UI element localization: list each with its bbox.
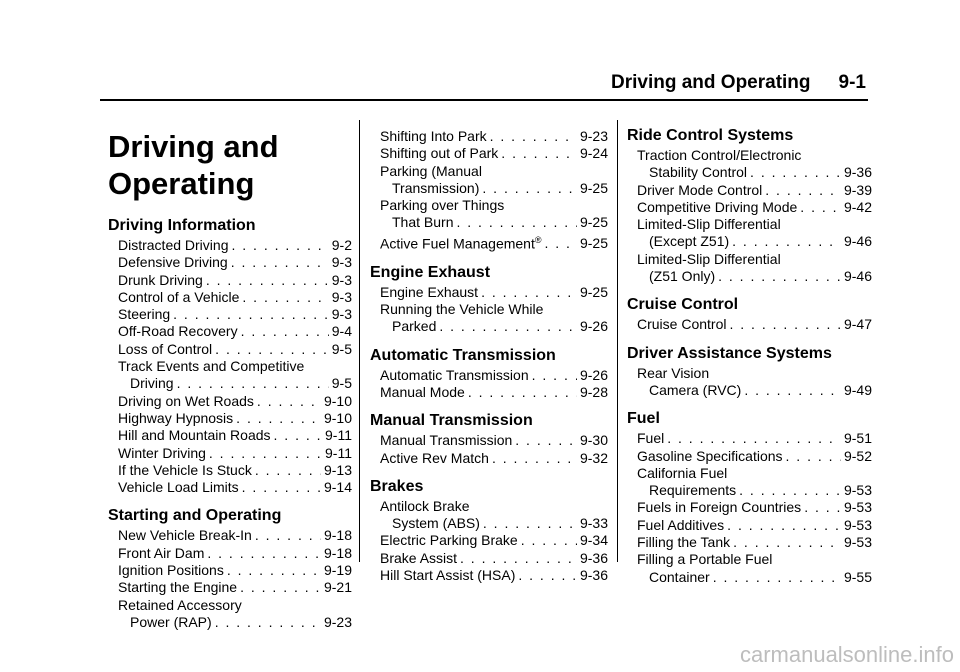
header-rule xyxy=(100,99,868,101)
toc-entry-text: Parking (Manual xyxy=(380,162,482,179)
toc-entry[interactable] xyxy=(380,432,608,449)
toc-entry[interactable] xyxy=(637,251,872,286)
toc-page-number: 9-32 xyxy=(579,449,608,466)
toc-entry-text: Control of a Vehicle xyxy=(118,288,240,305)
toc-page-number: 9-25 xyxy=(579,214,608,231)
toc-column-2 xyxy=(370,114,608,584)
toc-entry-text: Electric Parking Brake xyxy=(380,532,518,549)
toc-entry[interactable] xyxy=(380,567,608,584)
toc-entry[interactable] xyxy=(637,316,872,333)
toc-entry-text: Limited-Slip Differential xyxy=(637,216,781,233)
toc-entry-text: Shifting Into Park xyxy=(380,128,487,144)
toc-entry-text: Container xyxy=(649,568,710,585)
toc-entry-text: Retained Accessory xyxy=(118,596,242,613)
toc-entry[interactable] xyxy=(118,527,352,544)
toc-page-number: 9-46 xyxy=(843,268,872,285)
dot-leader xyxy=(236,410,321,427)
toc-page-number: 9-53 xyxy=(843,482,872,499)
toc-page-number: 9-5 xyxy=(331,340,352,357)
section-title: Engine Exhaust xyxy=(370,263,491,281)
toc-entry-text: That Burn xyxy=(392,214,454,231)
toc-page-number: 9-39 xyxy=(843,181,872,198)
toc-entry[interactable] xyxy=(637,199,872,216)
toc-page-number: 9-5 xyxy=(331,375,352,392)
toc-entry-text: Automatic Transmission xyxy=(380,366,529,383)
section-title: Brakes xyxy=(370,477,424,495)
toc-entry[interactable] xyxy=(118,272,352,289)
toc-entry-text: Parked xyxy=(392,318,437,335)
toc-entry-text: Defensive Driving xyxy=(118,254,228,271)
toc-entry-text: Brake Assist xyxy=(380,549,458,566)
dot-leader xyxy=(255,527,321,544)
toc-entry-list xyxy=(627,316,872,333)
chapter-title-line: Operating xyxy=(108,166,255,201)
toc-entry-text: Loss of Control xyxy=(118,340,213,357)
toc-entry[interactable] xyxy=(637,448,872,465)
section-title: Fuel xyxy=(627,410,660,428)
toc-page-number: 9-52 xyxy=(843,447,872,464)
toc-entry[interactable] xyxy=(637,499,872,516)
toc-entry[interactable] xyxy=(380,284,608,301)
toc-page-number: 9-3 xyxy=(331,306,352,323)
dot-leader xyxy=(732,233,841,250)
dot-leader xyxy=(231,254,329,271)
column-divider xyxy=(617,120,618,562)
toc-entry-text: Rear Vision xyxy=(637,364,710,381)
dot-leader xyxy=(733,534,841,551)
dot-leader xyxy=(729,316,840,333)
toc-entry-list xyxy=(370,284,608,336)
toc-page-number: 9-11 xyxy=(325,444,352,461)
dot-leader xyxy=(209,445,322,462)
dot-leader xyxy=(460,550,577,567)
toc-page-number: 9-53 xyxy=(843,499,872,516)
dot-leader xyxy=(481,284,577,301)
toc-entry-text: Highway Hypnosis xyxy=(118,409,234,426)
toc-sections xyxy=(108,216,352,631)
toc-entry-list xyxy=(370,367,608,402)
toc-column-1 xyxy=(108,114,352,631)
toc-page-number: 9-47 xyxy=(843,316,872,333)
toc-sections xyxy=(627,126,872,586)
toc-entry-text: If the Vehicle Is Stuck xyxy=(118,461,252,478)
toc-entry[interactable] xyxy=(380,163,608,198)
section-title: Starting and Operating xyxy=(108,507,282,525)
toc-page-number: 9-34 xyxy=(579,532,608,549)
toc-entry[interactable] xyxy=(118,341,352,358)
toc-entry-text: Track Events and Competitive xyxy=(118,358,305,375)
toc-page-number: 9-33 xyxy=(579,515,608,532)
toc-entry[interactable] xyxy=(637,147,872,182)
toc-entry[interactable] xyxy=(380,197,608,232)
toc-entry[interactable] xyxy=(118,254,352,271)
toc-entry[interactable] xyxy=(637,551,872,586)
dot-leader xyxy=(242,289,328,306)
dot-leader xyxy=(482,180,577,197)
toc-entry-text: Driver Mode Control xyxy=(637,181,763,198)
toc-page-number: 9-4 xyxy=(331,323,352,340)
dot-leader xyxy=(492,450,577,467)
toc-entry-text: Front Air Dam xyxy=(118,544,205,561)
toc-entry[interactable] xyxy=(637,517,872,534)
dot-leader xyxy=(173,306,329,323)
toc-entry-list xyxy=(370,498,608,584)
toc-entry-text: Hill Start Assist (HSA) xyxy=(380,567,516,583)
section-title: Driving Information xyxy=(108,217,256,234)
dot-leader xyxy=(501,145,577,162)
toc-page-number: 9-2 xyxy=(331,237,352,253)
toc-entry[interactable] xyxy=(118,289,352,306)
toc-page-number: 9-25 xyxy=(579,235,608,252)
dot-leader xyxy=(483,515,577,532)
toc-entry[interactable] xyxy=(118,479,352,496)
dot-leader xyxy=(718,268,841,285)
header-page-number: 9-1 xyxy=(838,72,866,93)
toc-sections xyxy=(370,114,608,584)
toc-entry-text: Off-Road Recovery xyxy=(118,323,238,340)
toc-entry-list xyxy=(370,128,608,253)
dot-leader xyxy=(518,567,577,584)
toc-entry[interactable] xyxy=(380,145,608,162)
toc-page-number: 9-46 xyxy=(843,233,872,250)
toc-entry-list xyxy=(370,432,608,467)
chapter-title-line: Driving and xyxy=(108,129,279,164)
toc-page-number: 9-23 xyxy=(579,128,608,144)
dot-leader xyxy=(257,393,321,410)
toc-entry-text: Fuel xyxy=(637,430,665,447)
toc-entry[interactable] xyxy=(118,427,352,444)
toc-entry[interactable] xyxy=(380,128,608,145)
toc-entry[interactable] xyxy=(637,430,872,447)
toc-entry-list xyxy=(627,365,872,400)
toc-entry-text: Gasoline Specifications xyxy=(637,447,783,464)
toc-entry-text: Power (RAP) xyxy=(130,613,212,630)
section-title: Cruise Control xyxy=(627,296,739,314)
toc-entry-text: Ignition Positions xyxy=(118,562,224,579)
toc-entry[interactable] xyxy=(637,182,872,199)
dot-leader xyxy=(545,235,577,252)
dot-leader xyxy=(800,199,841,216)
dot-leader xyxy=(521,532,577,549)
toc-entry-text: (Z51 Only) xyxy=(649,268,716,285)
toc-entry[interactable] xyxy=(118,323,352,340)
toc-entry-text: Camera (RVC) xyxy=(649,381,742,398)
chapter-title xyxy=(108,128,352,202)
toc-page-number: 9-53 xyxy=(843,516,872,533)
toc-entry-text: Stability Control xyxy=(649,164,748,181)
toc-entry[interactable] xyxy=(637,465,872,500)
page-header xyxy=(0,72,866,94)
toc-entry[interactable] xyxy=(380,532,608,549)
toc-entry[interactable] xyxy=(380,301,608,336)
toc-page-number: 9-36 xyxy=(579,549,608,566)
toc-entry-text: Limited-Slip Differential xyxy=(637,250,781,267)
toc-entry-list xyxy=(627,430,872,586)
toc-page-number: 9-26 xyxy=(579,366,608,383)
dot-leader xyxy=(468,384,577,401)
toc-entry-text: Winter Driving xyxy=(118,444,206,461)
toc-entry[interactable] xyxy=(118,545,352,562)
toc-page-number: 9-26 xyxy=(579,318,608,335)
toc-entry-list xyxy=(627,147,872,285)
toc-entry[interactable] xyxy=(380,384,608,401)
dot-leader xyxy=(439,318,577,335)
toc-page-number: 9-3 xyxy=(331,271,352,288)
section-title: Ride Control Systems xyxy=(627,127,794,144)
toc-page-number: 9-53 xyxy=(843,534,872,551)
toc-entry[interactable] xyxy=(118,306,352,323)
dot-leader xyxy=(515,432,577,449)
toc-entry[interactable] xyxy=(118,393,352,410)
toc-page-number: 9-14 xyxy=(323,479,352,496)
toc-page-number: 9-23 xyxy=(323,613,352,630)
toc-page-number: 9-13 xyxy=(323,461,352,478)
toc-page-number: 9-11 xyxy=(325,427,352,444)
toc-entry[interactable] xyxy=(118,597,352,632)
toc-page-number: 9-42 xyxy=(843,198,872,215)
toc-entry-text: Competitive Driving Mode xyxy=(637,198,798,215)
toc-entry-text: System (ABS) xyxy=(392,515,480,532)
toc-page-number: 9-19 xyxy=(323,562,352,579)
dot-leader xyxy=(765,182,841,199)
toc-page-number: 9-28 xyxy=(579,383,608,400)
toc-entry-text: Hill and Mountain Roads xyxy=(118,427,271,444)
toc-entry-text: Driving xyxy=(130,375,174,392)
dot-leader xyxy=(713,569,841,586)
toc-entry-text: Filling a Portable Fuel xyxy=(637,551,773,568)
toc-entry[interactable] xyxy=(118,579,352,596)
toc-entry[interactable] xyxy=(637,534,872,551)
toc-entry-text: Vehicle Load Limits xyxy=(118,479,239,496)
toc-entry[interactable] xyxy=(118,462,352,479)
dot-leader xyxy=(242,479,321,496)
section-title: Automatic Transmission xyxy=(370,346,556,364)
toc-entry-text: California Fuel xyxy=(637,464,728,481)
toc-entry-text: Manual Mode xyxy=(380,383,465,400)
toc-entry-text: Drunk Driving xyxy=(118,271,203,288)
toc-entry[interactable] xyxy=(118,445,352,462)
dot-leader xyxy=(274,427,322,444)
toc-page-number: 9-18 xyxy=(323,544,352,561)
toc-entry-text: Active Rev Match xyxy=(380,449,489,466)
toc-entry-text: Parking over Things xyxy=(380,197,505,214)
toc-page-number: 9-25 xyxy=(579,179,608,196)
toc-entry-text: Cruise Control xyxy=(637,316,727,333)
column-divider xyxy=(359,120,360,562)
toc-page-number: 9-3 xyxy=(331,254,352,271)
toc-entry-text: Engine Exhaust xyxy=(380,283,479,300)
dot-leader xyxy=(206,272,329,289)
toc-entry[interactable] xyxy=(380,498,608,533)
dot-leader xyxy=(207,545,321,562)
toc-page-number: 9-25 xyxy=(579,283,608,300)
toc-entry-text: Shifting out of Park xyxy=(380,145,499,162)
toc-entry[interactable] xyxy=(637,216,872,251)
dot-leader xyxy=(255,462,321,479)
toc-entry[interactable] xyxy=(118,358,352,393)
toc-entry-text: Starting the Engine xyxy=(118,579,238,596)
dot-leader xyxy=(456,214,576,231)
section-title: Driver Assistance Systems xyxy=(627,344,832,362)
toc-page-number: 9-10 xyxy=(323,392,352,409)
dot-leader xyxy=(786,448,841,465)
dot-leader xyxy=(739,482,841,499)
toc-entry-text: New Vehicle Break-In xyxy=(118,527,252,544)
toc-page-number: 9-30 xyxy=(579,432,608,449)
toc-entry-text: Distracted Driving xyxy=(118,237,229,253)
dot-leader xyxy=(231,237,328,254)
header-section-title: Driving and Operating xyxy=(611,72,811,93)
toc-entry-text: Traction Control/Electronic xyxy=(637,147,802,163)
toc-entry-text: Fuels in Foreign Countries xyxy=(637,499,802,516)
toc-entry[interactable] xyxy=(380,367,608,384)
toc-page-number: 9-3 xyxy=(331,288,352,305)
dot-leader xyxy=(241,323,329,340)
toc-entry-text: Requirements xyxy=(649,482,737,499)
toc-entry-text: Running the Vehicle While xyxy=(380,301,544,318)
toc-page-number: 9-18 xyxy=(323,527,352,544)
toc-entry[interactable] xyxy=(380,232,608,253)
toc-entry-text: Antilock Brake xyxy=(380,497,470,514)
dot-leader xyxy=(177,375,329,392)
watermark: carmanualsonline.info xyxy=(739,642,954,667)
dot-leader xyxy=(227,562,321,579)
toc-page-number: 9-49 xyxy=(843,381,872,398)
toc-entry[interactable] xyxy=(118,237,352,254)
dot-leader xyxy=(490,128,577,145)
toc-page-number: 9-21 xyxy=(323,579,352,596)
toc-entry-text: Manual Transmission xyxy=(380,432,513,449)
dot-leader xyxy=(215,341,329,358)
section-title: Manual Transmission xyxy=(370,412,533,430)
toc-page-number: 9-24 xyxy=(579,145,608,162)
toc-page-number: 9-36 xyxy=(579,567,608,583)
dot-leader xyxy=(240,579,321,596)
dot-leader xyxy=(804,499,841,516)
dot-leader xyxy=(532,367,577,384)
toc-entry-text: (Except Z51) xyxy=(649,233,730,250)
toc-entry-list xyxy=(108,527,352,631)
toc-entry-text: Transmission) xyxy=(392,179,480,196)
toc-page-number: 9-51 xyxy=(843,430,872,447)
toc-entry-text: Active Fuel Management® xyxy=(380,234,542,252)
dot-leader xyxy=(727,517,841,534)
toc-entry-text: Filling the Tank xyxy=(637,534,731,551)
toc-entry-text: Driving on Wet Roads xyxy=(118,392,254,409)
toc-page-number: 9-36 xyxy=(843,164,872,181)
toc-entry-list xyxy=(108,237,352,496)
toc-page-number: 9-10 xyxy=(323,409,352,426)
dot-leader xyxy=(744,382,841,399)
toc-entry-text: Fuel Additives xyxy=(637,516,725,533)
dot-leader xyxy=(215,614,321,631)
toc-entry-text: Steering xyxy=(118,306,171,323)
toc-entry[interactable] xyxy=(118,562,352,579)
toc-entry[interactable] xyxy=(380,550,608,567)
toc-entry[interactable] xyxy=(637,365,872,400)
toc-column-3 xyxy=(627,114,872,586)
toc-entry[interactable] xyxy=(380,450,608,467)
toc-page-number: 9-55 xyxy=(843,568,872,585)
dot-leader xyxy=(750,164,841,181)
toc-entry[interactable] xyxy=(118,410,352,427)
dot-leader xyxy=(667,430,841,447)
